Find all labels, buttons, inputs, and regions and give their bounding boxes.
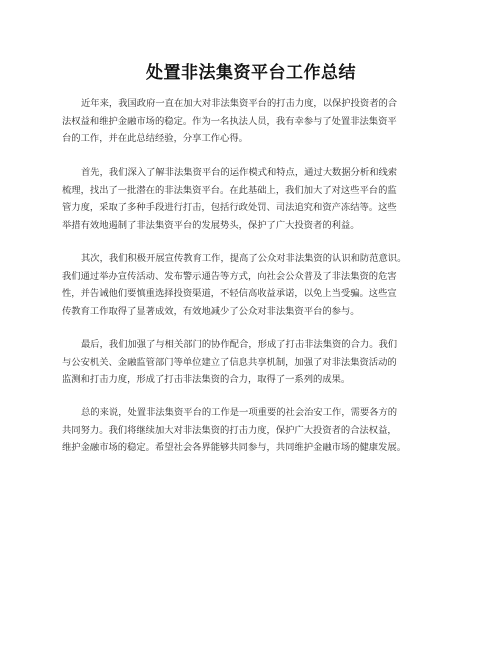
paragraph-4: [62, 336, 442, 389]
paragraph-line: 共同努力。我们将继续加大对非法集资的打击力度，保护广大投资者的合法权益，: [62, 424, 397, 436]
paragraph-line: 与公安机关、金融监管部门等单位建立了信息共享机制，加强了对非法集资活动的: [62, 356, 397, 368]
paragraph-3: [62, 250, 442, 320]
paragraph-2: [62, 164, 442, 234]
paragraph-line: 首先，我们深入了解非法集资平台的运作模式和特点，通过大数据分析和线索: [81, 167, 398, 178]
paragraph-line: 台的工作，并在此总结经验，分享工作心得。: [62, 133, 248, 144]
paragraph-line: 近年来，我国政府一直在加大对非法集资平台的打击力度，以保护投资者的合: [81, 98, 398, 109]
paragraph-line: 性，并告诫他们要慎重选择投资渠道，不轻信高收益承诺，以免上当受骗。这些宣: [62, 288, 397, 299]
paragraph-line: 梳理，找出了一批潜在的非法集资平台。在此基础上，我们加大了对这些平台的监: [62, 184, 397, 196]
paragraph-line: 我们通过举办宣传活动、发布警示通告等方式，向社会公众普及了非法集资的危害: [62, 270, 397, 282]
paragraph-line: 举措有效地遏制了非法集资平台的发展势头，保护了广大投资者的利益。: [62, 219, 360, 231]
paragraph-line: 管力度，采取了多种手段进行打击，包括行政处罚、司法追究和资产冻结等。这些: [62, 202, 397, 213]
paragraph-line: 总的来说，处置非法集资平台的工作是一项重要的社会治安工作，需要各方的: [81, 407, 398, 418]
paragraph-5: [62, 404, 442, 457]
paragraph-line: 监测和打击力度，形成了打击非法集资的合力，取得了一系列的成果。: [62, 374, 351, 385]
paragraph-line: 法权益和维护金融市场的稳定。作为一名执法人员，我有幸参与了处置非法集资平: [62, 115, 397, 127]
paragraph-line: 维护金融市场的稳定。希望社会各界能够共同参与，共同维护金融市场的健康发展。: [62, 442, 406, 453]
paragraph-line: 最后，我们加强了与相关部门的协作配合，形成了打击非法集资的合力。我们: [81, 339, 398, 350]
document-title: 处置非法集资平台工作总结: [146, 63, 356, 83]
paragraph-1: [62, 95, 442, 148]
paragraph-line: 传教育工作取得了显著成效，有效地减少了公众对非法集资平台的参与。: [62, 305, 360, 317]
paragraph-line: 其次，我们积极开展宣传教育工作，提高了公众对非法集资的认识和防范意识。: [81, 253, 407, 264]
